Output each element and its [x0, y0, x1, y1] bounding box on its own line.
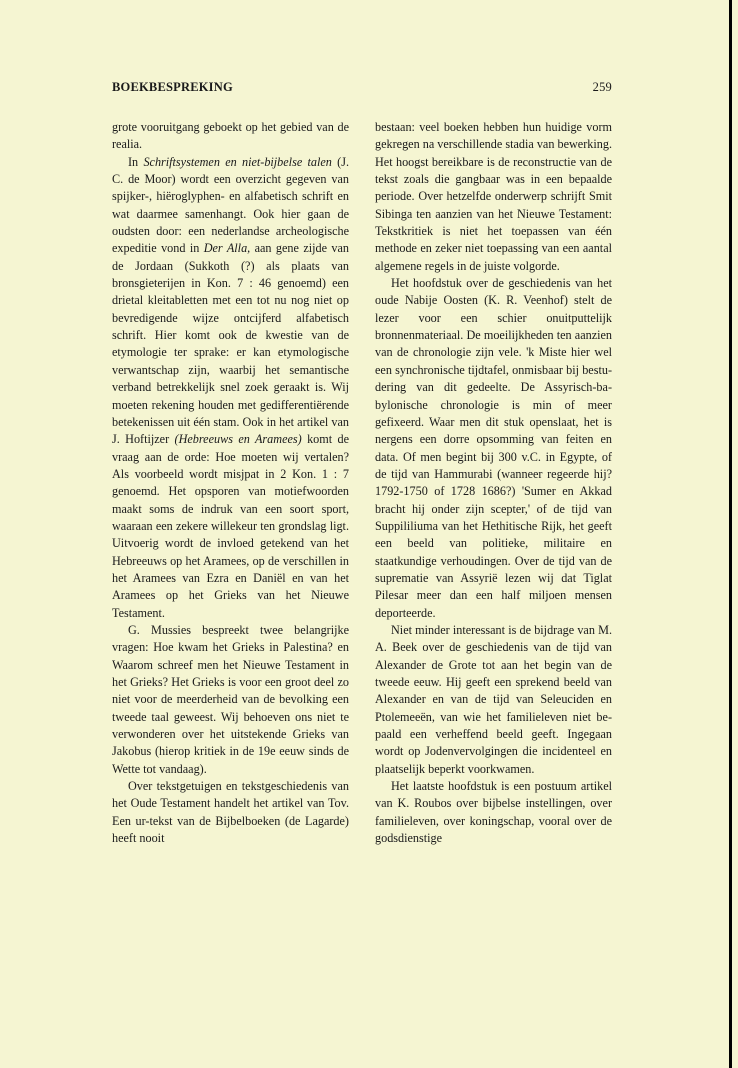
text-run: In: [128, 154, 144, 169]
page-edge-shadow: [729, 0, 732, 1068]
paragraph: Het laatste hoofdstuk is een postuum artikel van K. Roubos over bijbelse instellingen, over familieleven, over koningschap, vooral over de godsdienstige: [375, 779, 612, 846]
text-run: komt de vraag aan de orde: Hoe moeten wij vertalen? Als voorbeeld wordt misjpat in 2 Kon. 1 : 7 genoemd. Het opsporen van motiefwoorden maakt soms de indruk van een soort sport, waaraan een zekere willekeur ten grondslag ligt. Uitvoerig wordt de invloed getekend van het Hebreeuws op het Aramees, op de verschillen in het Aramees van Ezra en Daniël en van het Aramees op het Grieks van het Nieuwe Testament.: [112, 432, 349, 620]
italic-title: (Hebreeuws en Aramees): [174, 432, 302, 447]
text-run: (J. C. de Moor) wordt een overzicht gegeven van spijker-, hiëroglyphen- en alfabetisch schrift en wat daarmee samenhangt. Ook hier gaan de oudsten door: een nederlandse archeologische expeditie vond in: [112, 154, 349, 256]
paragraph: Over tekstgetuigen en tekstgeschiedenis van het Oude Testament handelt het artikel van Tov. Een ur-tekst van de Bijbelboeken (de Lagarde) heeft nooit: [112, 779, 349, 846]
italic-title: Schriftsystemen en niet-bijbelse talen: [143, 154, 332, 169]
right-column: [375, 119, 612, 847]
paragraph: Niet minder interessant is de bijdrage van M. A. Beek over de geschiedenis van de tijd van Alexander de Grote tot aan het begin van de tweede eeuw. Hij geeft een sprekend beeld van Alexander en van de tijd van Seleuciden en Ptolemeeën, van wie het familieleven niet bepaald een verheffend beeld geeft. Ingegaan wordt op Jodenvervolgingen die incidenteel en plaatselijk beperkt voorkwamen.: [375, 622, 612, 776]
paragraph: G. Mussies bespreekt twee belangrijke vragen: Hoe kwam het Grieks in Palestina? en Waarom schreef men het Nieuwe Testament in het Grieks? Het Grieks is voor een groot deel zo niet voor de meerderheid van de bevolking een tweede taal geweest. Wij behoeven ons niet te verwonderen over het uitstekende Grieks van Jakobus (hierop kritiek in de 19e eeuw sinds de Wette tot vandaag).: [112, 622, 349, 776]
italic-place: Der Alla,: [203, 241, 251, 256]
page-header: [112, 80, 612, 100]
page-number: 259: [592, 80, 612, 94]
paragraph: [112, 154, 349, 622]
paragraph: bestaan: veel boeken hebben hun huidige vorm gekregen na verschillende stadia van bewerking. Het hoogst bereikbare is de reconstructie van de tekst zoals die gangbaar was in een bepaalde periode. Over hetzelfde onderwerp schrijft Smit Sibinga ten aanzien van het Nieuwe Testament: Tekstkritiek is niet het toepassen van één methode en zeker niet toepassing van een aantal algemene regels in de juiste volgorde.: [375, 120, 612, 273]
running-title: BOEKBESPREKING: [112, 80, 233, 94]
paragraph: grote vooruitgang geboekt op het gebied van de realia.: [112, 120, 349, 152]
left-column: [112, 119, 349, 847]
text-run: aan gene zijde van de Jordaan (Sukkoth (?) als plaats van bronsgieterijen in Kon. 7 : 46 genoemd) een drietal kleitabletten met een tot nu nog niet op bevredigende wijze ontcijferd alfabetisch schrift. Hier komt ook de kwestie van de etymologie ter sprake: er kan etymologische verwantschap zijn, waarbij het semantische verband betrekkelijk snel zoek geraakt is. Wij moeten rekening houden met gedifferentiërende betekenissen uit één stam. Ook in het artikel van J. Hoftijzer: [112, 241, 350, 447]
paragraph: Het hoofdstuk over de geschiedenis van het oude Nabije Oosten (K. R. Veenhof) stelt de lezer voor een schier onuitputtelijk bronnenmateriaal. De moeilijkheden ten aanzien van de chronologie zijn vele. 'k Miste hier wel een synchronische tijdtafel, onmisbaar bij bestudering van dit gedeelte. De Assyrisch-babylonische chronologie is min of meer gefixeerd. Waar men dit stuk openslaat, het is nergens een dorre opsomming van feiten en data. Of men begint bij 300 v.C. in Egypte, of de tijd van Hammurabi (wanneer regeerde hij? 1792-1750 of 1728 1686?) 'Sumer en Akkad bracht hij onder zijn scepter,' of de tijd van Suppililiuma van het Hethitische Rijk, het geeft een beeld van politieke, militaire en staatkundige verhoudingen. Over de tijd van de suprematie van Assyrië lezen wij dat Tiglat Pilesar meer dan een half miljoen mensen deporteerde.: [375, 276, 612, 620]
